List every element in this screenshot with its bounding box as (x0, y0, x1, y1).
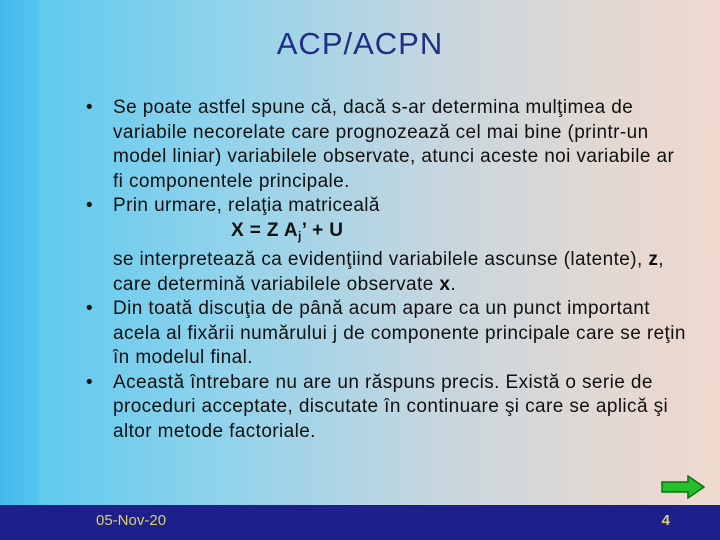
bullet-marker: • (86, 195, 94, 216)
bullet-marker: • (86, 298, 94, 319)
bullet-4-text: Această întrebare nu are un răspuns precis. Există o serie de proceduri acceptate, discutate în continuare şi care se aplică şi altor metode factoriale. (113, 371, 669, 442)
bullet-marker: • (86, 97, 94, 118)
formula-subscript: j (298, 228, 302, 243)
footer-bar (0, 505, 720, 540)
bullet-1-text: Se poate astfel spune că, dacă s-ar determina mulţimea de variabile necorelate care prognozează cel mai bine (printr-un model liniar) variabilele observate, atunci aceste noi variabile ar fi componentele principale. (113, 97, 675, 192)
bullet-2-text-2: , care determină variabilele observate (113, 249, 664, 295)
page-number: 4 (661, 512, 670, 529)
formula-part-a: X = Z A (231, 219, 299, 241)
slide-title: ACP/ACPN (276, 26, 444, 61)
bullet-marker: • (86, 371, 94, 393)
bullet-3 (86, 297, 686, 371)
bullet-3-text: Din toată discuţia de până acum apare ca un punct important acela al fixării numărului j de componente principale care se reţin în modelul final. (113, 298, 686, 368)
bullet-2-text-3: . (450, 273, 457, 295)
slide-body (86, 96, 686, 444)
footer-date: 05-Nov-20 (96, 512, 167, 529)
left-edge-decoration (0, 0, 38, 505)
bullet-1 (86, 96, 686, 194)
formula-part-b: ’ + U (301, 219, 344, 241)
bullet-2-intro: Prin urmare, relaţia matriceală (113, 195, 380, 216)
bullet-2-z: z (648, 249, 659, 270)
bullet-2-x: x (439, 273, 451, 295)
next-arrow-icon[interactable] (661, 475, 705, 499)
bullet-2-text-1: se interpretează ca evidenţiind variabilele ascunse (latente), (113, 249, 649, 270)
bullet-2 (86, 194, 686, 297)
matrix-formula (113, 219, 686, 249)
bullet-4 (86, 371, 686, 445)
